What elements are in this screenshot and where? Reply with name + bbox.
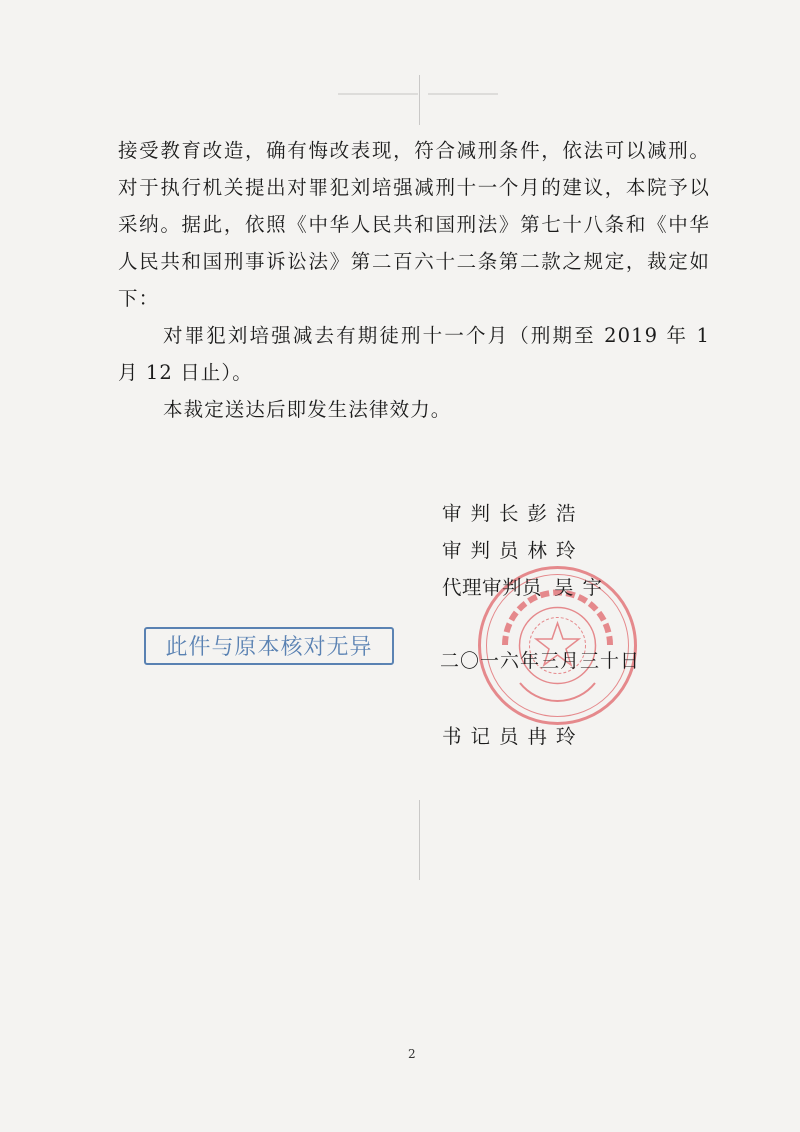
- signature-role: 代理审判员: [442, 576, 543, 599]
- signature-role: 书记员: [442, 725, 528, 748]
- signature-role: 审判员: [442, 539, 528, 562]
- signature-acting-judge: [442, 569, 672, 606]
- scan-artifact: [428, 93, 498, 95]
- signature-role: 审判长: [442, 502, 528, 525]
- signature-presiding-judge: [442, 495, 672, 532]
- ruling-body: [118, 132, 710, 428]
- scan-artifact: [338, 93, 418, 95]
- page-number: 2: [408, 1047, 416, 1061]
- signature-name: 吴宇: [554, 576, 612, 599]
- ruling-paragraph-decision: 对罪犯刘培强减去有期徒刑十一个月（刑期至 2019 年 1 月 12 日止）。: [118, 324, 710, 384]
- ruling-paragraph-effect: 本裁定送达后即发生法律效力。: [163, 398, 452, 421]
- fold-line-bottom: [419, 800, 420, 880]
- signature-name: 彭浩: [527, 502, 585, 525]
- copy-verified-stamp: 此件与原本核对无异: [144, 627, 394, 665]
- signature-block: [442, 495, 672, 606]
- signature-name: 林玲: [527, 539, 585, 562]
- fold-line-top: [419, 75, 420, 125]
- ruling-date: 二〇一六年三月三十日: [440, 650, 641, 672]
- signature-name: 冉玲: [527, 725, 585, 748]
- signature-judge: [442, 532, 672, 569]
- signature-clerk: [442, 718, 585, 755]
- ruling-paragraph-reasoning: 接受教育改造，确有悔改表现，符合减刑条件，依法可以减刑。对于执行机关提出对罪犯刘培强减刑十一个月的建议，本院予以采纳。据此，依照《中华人民共和国刑法》第七十八条和《中华人民共和国刑事诉讼法》第二百六十二条第二款之规定，裁定如下：: [118, 139, 710, 310]
